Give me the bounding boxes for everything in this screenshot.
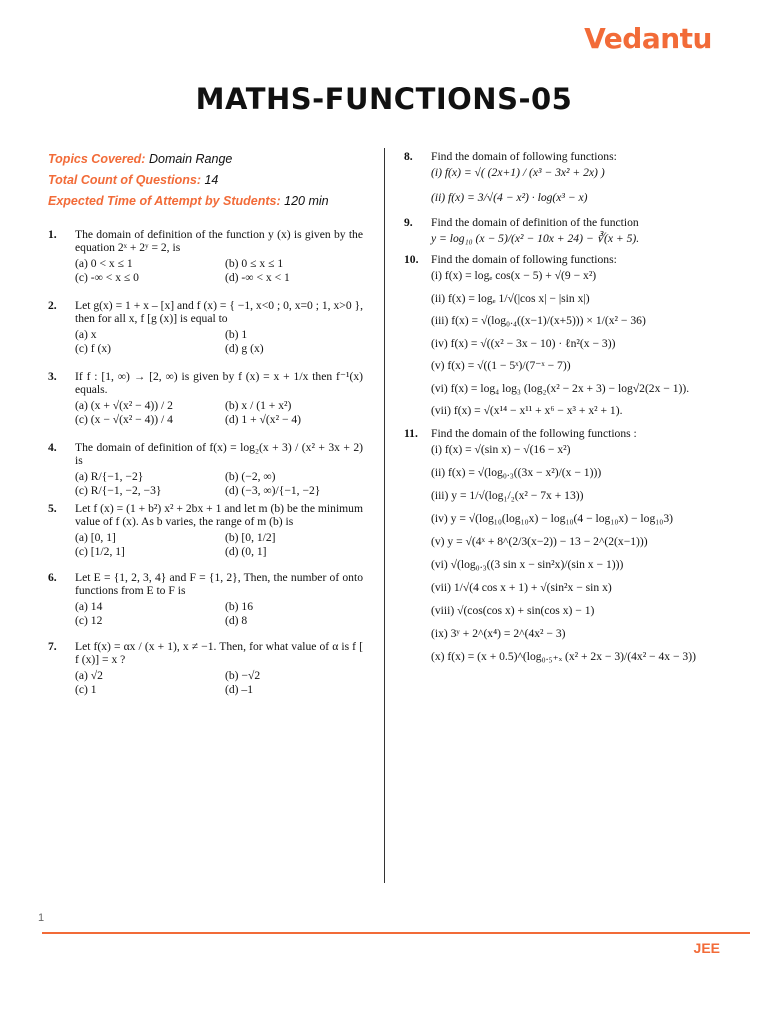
page-number: 1 [38,912,45,924]
sub-question: (vi) f(x) = log₄ log₃ (log₂(x² − 2x + 3) − log√2(2x − 1)). [431,381,690,395]
question-number: 11. [404,426,418,440]
question [48,441,363,467]
answer-option: (a) 14 [75,600,103,613]
answer-option: (c) 12 [75,614,103,627]
question-text: Let g(x) = 1 + x – [x] and f (x) = { −1, x<0 ; 0, x=0 ; 1, x>0 }, then for all x, f [g (x)] is equal to [75,299,363,325]
question-block [404,427,724,663]
question-text: The domain of definition of the function y (x) is given by the equation 2ˣ + 2ʸ = 2, is [75,228,363,254]
sub-question: (iv) y = √(log₁₀(log₁₀x) − log₁₀(4 − log₁₀x) − log₁₀3) [431,511,673,525]
sub-question: (x) f(x) = (x + 0.5)^(log₀.₅₊ₓ (x² + 2x − 3)/(4x² − 4x − 3)) [431,649,696,663]
meta-topics [48,152,232,166]
sub-question: (v) f(x) = √((1 − 5ˣ)/(7⁻ˣ − 7)) [431,359,571,372]
sub-question: y = log₁₀ (x − 5)/(x² − 10x + 24) − ∛(x + 5). [431,232,640,245]
answer-option: (b) 0 ≤ x ≤ 1 [225,257,284,270]
question-number: 4. [48,441,57,454]
question-text: Let f (x) = (1 + b²) x² + 2bx + 1 and let m (b) be the minimum value of f (x). As b varies, the range of m (b) is [75,502,363,528]
question-text: The domain of definition of f(x) = log₂(x + 3) / (x² + 3x + 2) is [75,441,363,467]
answer-option: (b) (−2, ∞) [225,470,276,483]
sub-question: (iii) f(x) = √(log₀.₄((x−1)/(x+5))) × 1/(x² − 36) [431,314,646,327]
question-text: Find the domain of the following functions : [431,426,637,440]
answer-option: (d) –1 [225,683,254,696]
sub-question: (iv) f(x) = √((x² − 3x − 10) · ℓn²(x − 3)) [431,336,616,350]
option-grid [75,600,363,628]
answer-option: (c) 1 [75,683,97,696]
question-number: 8. [404,150,413,163]
answer-option: (d) g (x) [225,342,264,355]
sub-question: (ii) f(x) = 3/√(4 − x²) · log(x³ − x) [431,191,588,204]
sub-question: (iii) y = 1/√(log₁/₂(x² − 7x + 13)) [431,488,584,502]
question-block [48,370,363,427]
question-text: If f : [1, ∞) → [2, ∞) is given by f (x) = x + 1/x then f⁻¹(x) equals. [75,370,363,396]
meta-value: Domain Range [148,152,233,166]
question-block [48,228,363,285]
answer-option: (a) (x + √(x² − 4)) / 2 [75,399,173,412]
meta-count [48,173,218,187]
option-grid [75,470,363,498]
answer-option: (a) x [75,328,97,341]
meta-time [48,194,329,208]
question-block [404,150,724,204]
answer-option: (b) [0, 1/2] [225,531,276,544]
question-number: 2. [48,299,57,312]
question [48,299,363,325]
question [404,150,724,163]
answer-option: (c) (x − √(x² − 4)) / 4 [75,413,173,426]
right-question-column [404,150,724,673]
sub-question: (v) y = √(4ˣ + 8^(2/3(x−2)) − 13 − 2^(2(x−1))) [431,534,648,548]
sub-question: (ix) 3ʸ + 2^(x⁴) = 2^(4x² − 3) [431,626,566,640]
question-block [48,299,363,356]
option-grid [75,399,363,427]
question [48,502,363,528]
answer-option: (c) f (x) [75,342,112,355]
option-grid [75,328,363,356]
answer-option: (a) R/{−1, −2} [75,470,144,483]
question-text: Find the domain of following functions: [431,253,617,266]
answer-option: (b) 16 [225,600,254,613]
column-divider [384,148,385,883]
question-number: 6. [48,571,57,584]
sub-question: (i) f(x) = √(sin x) − √(16 − x²) [431,442,571,456]
question-number: 9. [404,216,413,229]
question-text: Let f(x) = αx / (x + 1), x ≠ −1. Then, for what value of α is f [ f (x)] = x ? [75,640,363,666]
question-block [48,640,363,697]
meta-label: Topics Covered: [48,152,146,166]
question [404,427,724,440]
answer-option: (c) [1/2, 1] [75,545,125,558]
question-text: Let E = {1, 2, 3, 4} and F = {1, 2}, Then, the number of onto functions from E to F is [75,571,363,597]
meta-label: Expected Time of Attempt by Students: [48,194,281,208]
meta-label: Total Count of Questions: [48,173,201,187]
answer-option: (a) [0, 1] [75,531,116,544]
question-block [48,502,363,559]
meta-value: 120 min [284,194,329,208]
answer-option: (d) (0, 1] [225,545,267,558]
sub-question: (viii) √(cos(cos x) + sin(cos x) − 1) [431,603,595,617]
question-number: 3. [48,370,57,383]
question-number: 7. [48,640,57,653]
answer-option: (a) √2 [75,669,103,682]
sub-question: (vii) f(x) = √(x¹⁴ − x¹¹ + x⁶ − x³ + x² + 1). [431,404,623,417]
question-block [48,441,363,498]
answer-option: (c) -∞ < x ≤ 0 [75,271,139,284]
sub-question: (ii) f(x) = logₑ 1/√(|cos x| − |sin x|) [431,291,590,305]
question [48,571,363,597]
answer-option: (d) 8 [225,614,248,627]
question-block [404,253,724,417]
question [48,370,363,396]
question-number: 10. [404,253,419,266]
sub-question: (vii) 1/√(4 cos x + 1) + √(sin²x − sin x) [431,580,612,594]
option-grid [75,669,363,697]
option-grid [75,531,363,559]
answer-option: (b) −√2 [225,669,261,682]
question [48,228,363,254]
sub-question: (vi) √(log₀.₃((3 sin x − sin²x)/(sin x − 1))) [431,557,624,571]
sub-question: (i) f(x) = √( (2x+1) / (x³ − 3x² + 2x) ) [431,166,605,179]
vedantu-logo: Vedantu [584,22,712,55]
answer-option: (a) 0 < x ≤ 1 [75,257,133,270]
meta-value: 14 [204,173,219,187]
question [404,253,724,266]
question-number: 5. [48,502,57,515]
left-question-column [48,228,363,697]
answer-option: (d) -∞ < x < 1 [225,271,290,284]
question-text: Find the domain of following functions: [431,150,617,163]
question-block [48,571,363,628]
question [48,640,363,666]
question-block [404,216,724,245]
exam-tag: JEE [693,940,720,956]
answer-option: (b) x / (1 + x²) [225,399,292,412]
option-grid [75,257,363,285]
answer-option: (c) R/{−1, −2, −3} [75,484,162,497]
footer-rule [42,932,750,934]
answer-option: (b) 1 [225,328,248,341]
question-text: Find the domain of definition of the function [431,216,639,229]
question [404,216,724,229]
sub-question: (i) f(x) = logₑ cos(x − 5) + √(9 − x²) [431,269,597,282]
question-number: 1. [48,228,57,241]
answer-option: (d) (−3, ∞)/{−1, −2} [225,484,321,497]
page-title: MATHS-FUNCTIONS-05 [195,82,573,116]
sub-question: (ii) f(x) = √(log₀.₃((3x − x²)/(x − 1))) [431,465,602,479]
answer-option: (d) 1 + √(x² − 4) [225,413,302,426]
